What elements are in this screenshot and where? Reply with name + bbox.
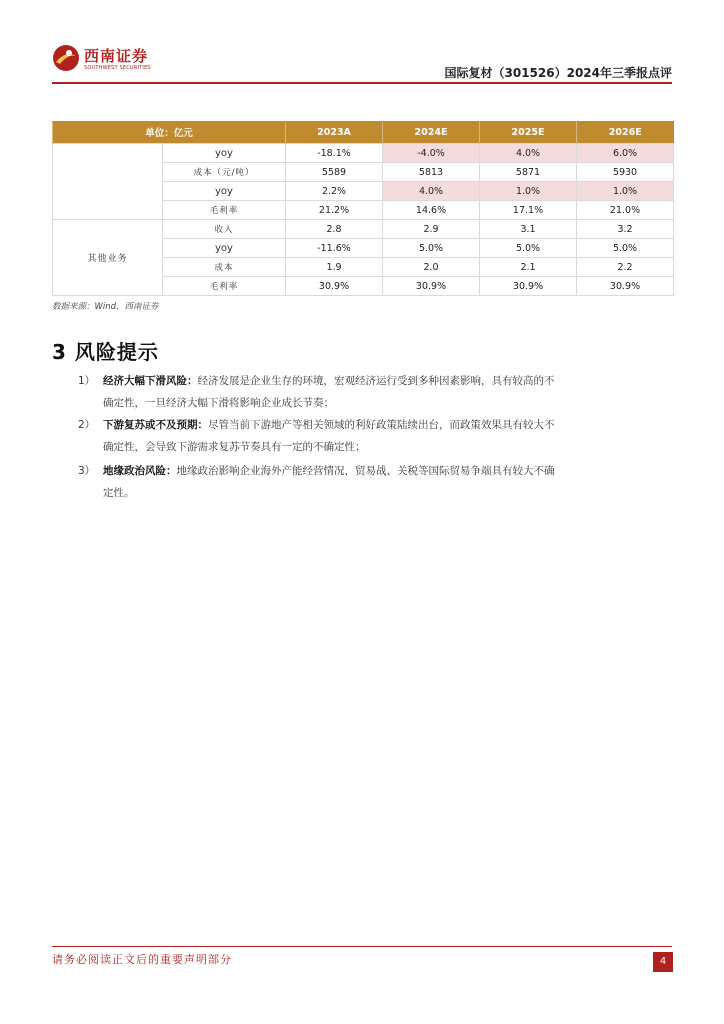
risk-number: 3） (78, 465, 96, 477)
table-cell: 30.9% (383, 277, 480, 296)
table-row (53, 220, 674, 239)
row-label: 成本 (163, 258, 286, 277)
table-cell: 3.1 (480, 220, 577, 239)
risk-keyword: 地缘政治风险： (103, 465, 177, 477)
row-label: yoy (163, 144, 286, 163)
table-cell: 5930 (577, 163, 674, 182)
year-header: 2025E (480, 121, 577, 144)
table-cell: 4.0% (480, 144, 577, 163)
risk-item (78, 414, 558, 458)
table-cell: 2.1 (480, 258, 577, 277)
company-logo (52, 42, 162, 78)
risk-item (78, 370, 558, 414)
report-title: 国际复材（301526）2024年三季报点评 (444, 66, 672, 80)
risk-text: 地缘政治影响企业海外产能经营情况，贸易战、关税等国际贸易争端具有较大不确定性。 (103, 465, 555, 499)
table-cell: 2.9 (383, 220, 480, 239)
segment-cell-blank (53, 144, 163, 220)
year-header: 2026E (577, 121, 674, 144)
table-cell: 5.0% (383, 239, 480, 258)
table-cell: 21.2% (286, 201, 383, 220)
table-cell: 6.0% (577, 144, 674, 163)
table-cell: 2.0 (383, 258, 480, 277)
logo-text-en: SOUTHWEST SECURITIES (84, 65, 151, 71)
page-number: 4 (653, 952, 673, 972)
table-cell: 2.2% (286, 182, 383, 201)
risk-text: 经济发展是企业生存的环境，宏观经济运行受到多种因素影响，具有较高的不确定性，一旦经济大幅下滑将影响企业成长节奏； (103, 375, 555, 409)
year-header: 2024E (383, 121, 480, 144)
table-cell: 2.2 (577, 258, 674, 277)
table-header-row (53, 121, 674, 144)
risk-item (78, 460, 558, 504)
risk-keyword: 经济大幅下滑风险： (103, 375, 198, 387)
table-cell: 5589 (286, 163, 383, 182)
table-cell: 30.9% (577, 277, 674, 296)
logo-emblem-icon (52, 44, 80, 72)
logo-text-cn: 西南证券 (84, 47, 149, 65)
table-cell: 1.0% (577, 182, 674, 201)
table-cell: 5.0% (480, 239, 577, 258)
table-cell: 5.0% (577, 239, 674, 258)
table-row (53, 144, 674, 163)
table-cell: 5871 (480, 163, 577, 182)
risk-number: 1） (78, 375, 96, 387)
table-cell: 21.0% (577, 201, 674, 220)
risk-text: 尽管当前下游地产等相关领域的利好政策陆续出台，而政策效果具有较大不确定性，会导致下游需求复苏节奏具有一定的不确定性； (103, 419, 555, 453)
table-cell: -11.6% (286, 239, 383, 258)
unit-header: 单位：亿元 (53, 121, 286, 144)
row-label: yoy (163, 239, 286, 258)
row-label: yoy (163, 182, 286, 201)
header-divider (52, 82, 672, 84)
table-cell: -18.1% (286, 144, 383, 163)
year-header: 2023A (286, 121, 383, 144)
table-cell: 5813 (383, 163, 480, 182)
table-cell: 17.1% (480, 201, 577, 220)
row-label: 毛利率 (163, 277, 286, 296)
segment-label: 其他业务 (53, 220, 163, 296)
row-label: 收入 (163, 220, 286, 239)
risk-keyword: 下游复苏或不及预期： (103, 419, 208, 431)
footer-divider (52, 946, 672, 947)
section-title: 3 风险提示 (52, 340, 159, 364)
risk-number: 2） (78, 419, 96, 431)
table-cell: 30.9% (286, 277, 383, 296)
table-cell: 4.0% (383, 182, 480, 201)
table-cell: 1.9 (286, 258, 383, 277)
disclaimer-notice: 请务必阅读正文后的重要声明部分 (52, 953, 232, 966)
forecast-table (52, 121, 674, 296)
table-cell: -4.0% (383, 144, 480, 163)
table-cell: 2.8 (286, 220, 383, 239)
table-cell: 1.0% (480, 182, 577, 201)
row-label: 成本（元/吨） (163, 163, 286, 182)
data-source-note: 数据来源：Wind，西南证券 (52, 302, 159, 312)
row-label: 毛利率 (163, 201, 286, 220)
table-cell: 30.9% (480, 277, 577, 296)
table-cell: 3.2 (577, 220, 674, 239)
table-cell: 14.6% (383, 201, 480, 220)
